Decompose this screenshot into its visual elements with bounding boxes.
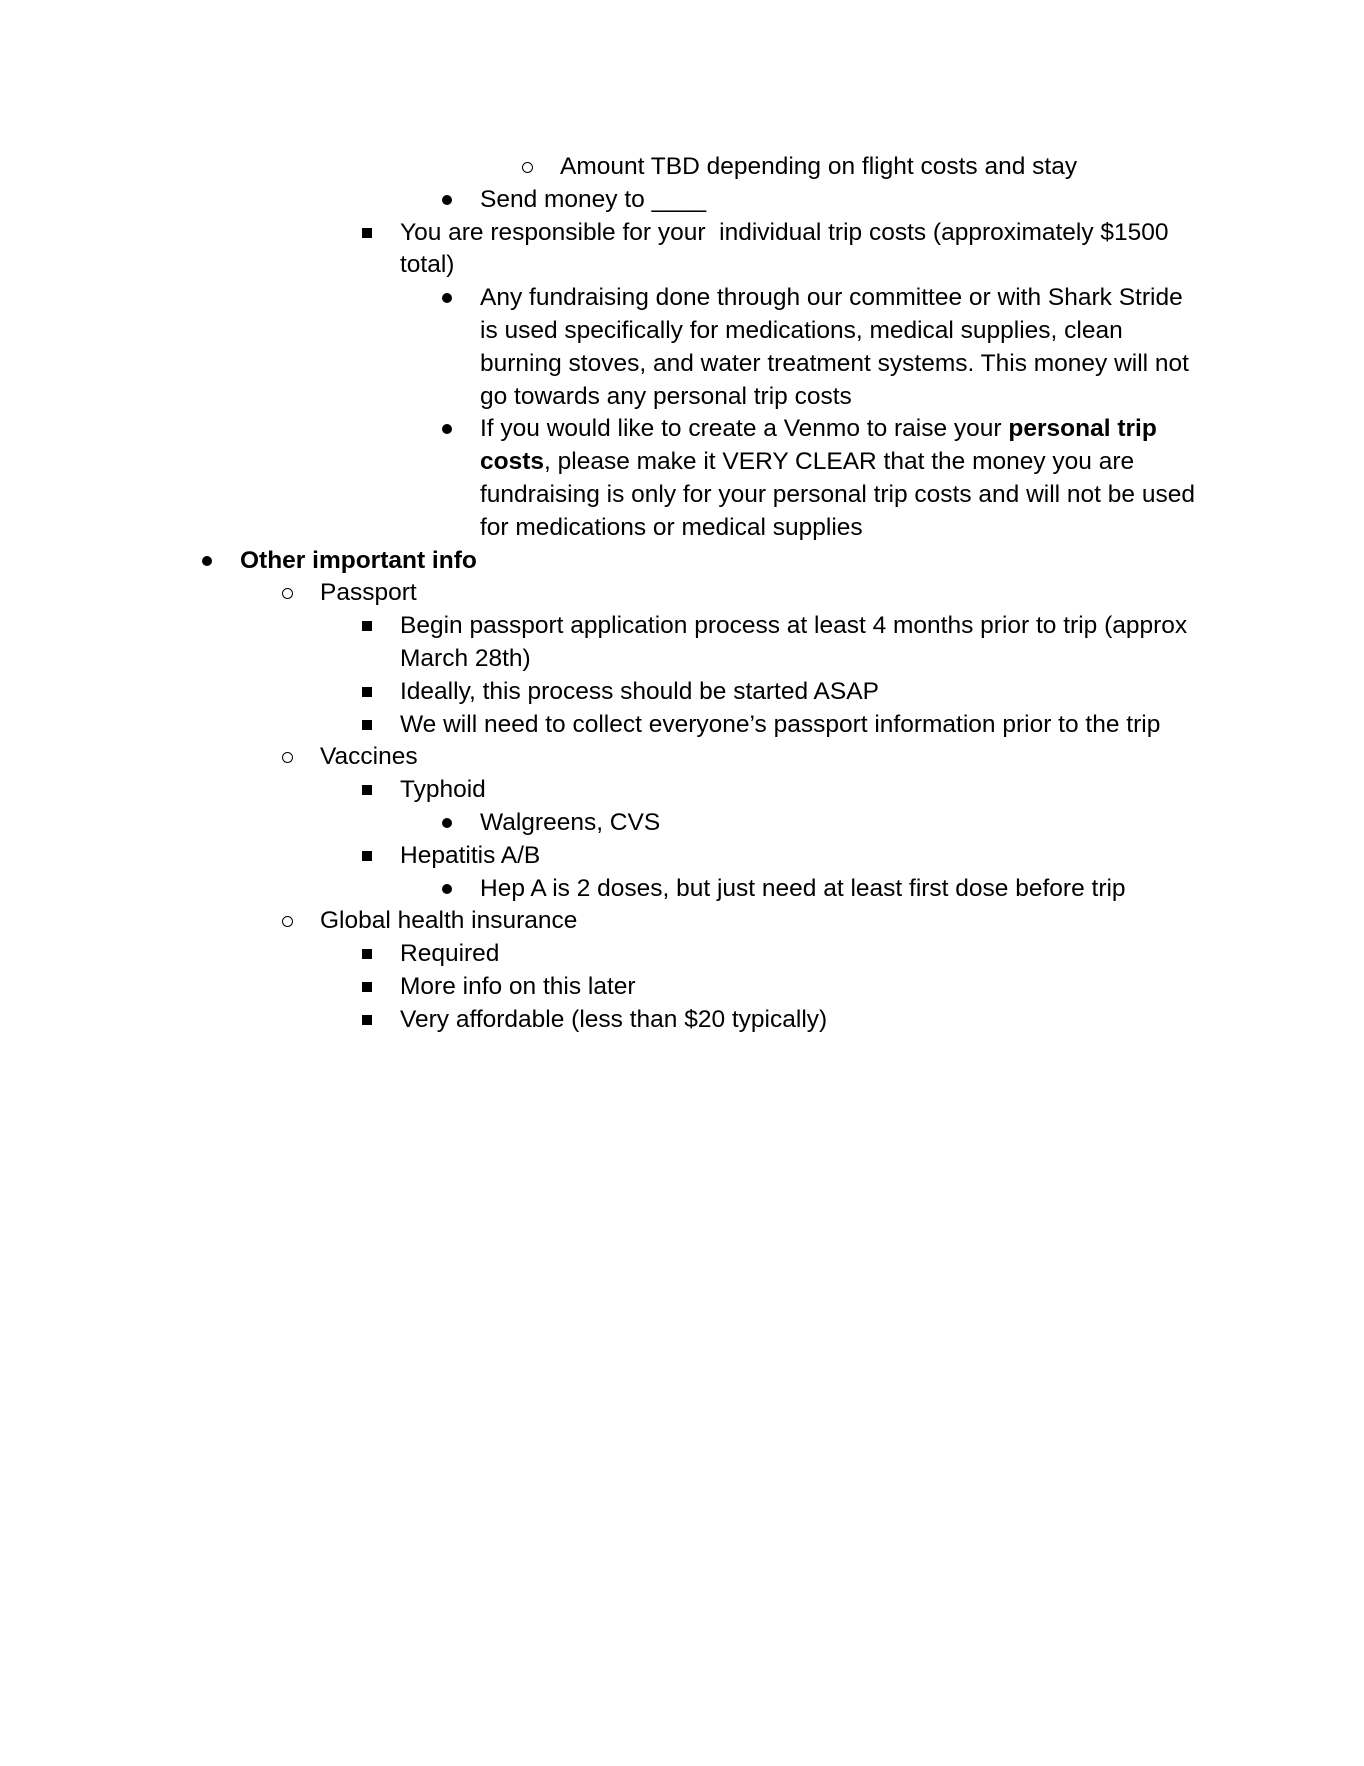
list-item-text: Typhoid <box>400 776 486 804</box>
bullet-disc-icon <box>442 818 452 828</box>
bullet-disc-icon <box>442 195 452 205</box>
bullet-disc-icon <box>202 556 212 566</box>
list-item <box>0 1004 1204 1037</box>
list-item <box>0 905 1204 938</box>
list-item <box>0 840 1204 873</box>
list-item-text: Begin passport application process at least 4 months prior to trip (approx March 28th) <box>400 612 1194 672</box>
list-item <box>0 676 1204 709</box>
list-item <box>0 413 1204 544</box>
list-item <box>0 217 1204 283</box>
list-item <box>0 741 1204 774</box>
bullet-square-icon <box>362 228 372 238</box>
list-item <box>0 545 1204 578</box>
bullet-square-icon <box>362 982 372 992</box>
list-item-text: Other important info <box>240 546 477 574</box>
list-item <box>0 938 1204 971</box>
bullet-disc-icon <box>442 293 452 303</box>
list-item-text: If you would like to create a Venmo to raise your personal trip costs, please make it VERY CLEAR that the money you are fundraising is only for your personal trip costs and will not be used for medications or medical supplies <box>480 415 1202 541</box>
list-item <box>0 709 1204 742</box>
bullet-disc-icon <box>442 424 452 434</box>
list-item <box>0 873 1204 906</box>
list-item-text: Send money to ____ <box>480 185 707 213</box>
list-item <box>0 282 1204 413</box>
bullet-square-icon <box>362 949 372 959</box>
list-item-text: Amount TBD depending on flight costs and stay <box>560 153 1078 180</box>
list-item-text: Passport <box>320 579 417 607</box>
list-item-text: You are responsible for your individual trip costs (approximately $1500 total) <box>400 218 1176 279</box>
bullet-square-icon <box>362 621 372 631</box>
list-item-text: Ideally, this process should be started ASAP <box>400 677 879 705</box>
list-item <box>0 151 1204 184</box>
bullet-disc-icon <box>442 884 452 894</box>
list-item-text: Very affordable (less than $20 typically) <box>400 1005 828 1033</box>
list-item <box>0 971 1204 1004</box>
list-item-text: Global health insurance <box>320 907 578 935</box>
list-item <box>0 610 1204 676</box>
list-item-text: Hepatitis A/B <box>400 841 541 869</box>
list-item-text: Hep A is 2 doses, but just need at least first dose before trip <box>480 874 1126 902</box>
list-item <box>0 184 1204 217</box>
bullet-circle-icon <box>282 916 293 927</box>
list-item-text: Required <box>400 940 500 968</box>
list-item <box>0 577 1204 610</box>
bullet-square-icon <box>362 785 372 795</box>
bulleted-list <box>0 151 1204 1037</box>
bullet-square-icon <box>362 720 372 730</box>
list-item <box>0 774 1204 807</box>
list-item-text: Any fundraising done through our committee or with Shark Stride is used specifically for medications, medical supplies, clean burning stoves, and water treatment systems. This money will not go towards any personal trip costs <box>480 284 1196 410</box>
bullet-square-icon <box>362 851 372 861</box>
bullet-circle-icon <box>282 752 293 763</box>
list-item-text: Vaccines <box>320 743 418 771</box>
list-item-text: More info on this later <box>400 972 636 1000</box>
list-item-text: Walgreens, CVS <box>480 808 661 836</box>
bullet-square-icon <box>362 1015 372 1025</box>
bullet-circle-icon <box>282 588 293 599</box>
list-item <box>0 807 1204 840</box>
bullet-circle-icon <box>522 162 533 173</box>
bullet-square-icon <box>362 687 372 697</box>
list-item-text: We will need to collect everyone’s passport information prior to the trip <box>400 710 1161 738</box>
